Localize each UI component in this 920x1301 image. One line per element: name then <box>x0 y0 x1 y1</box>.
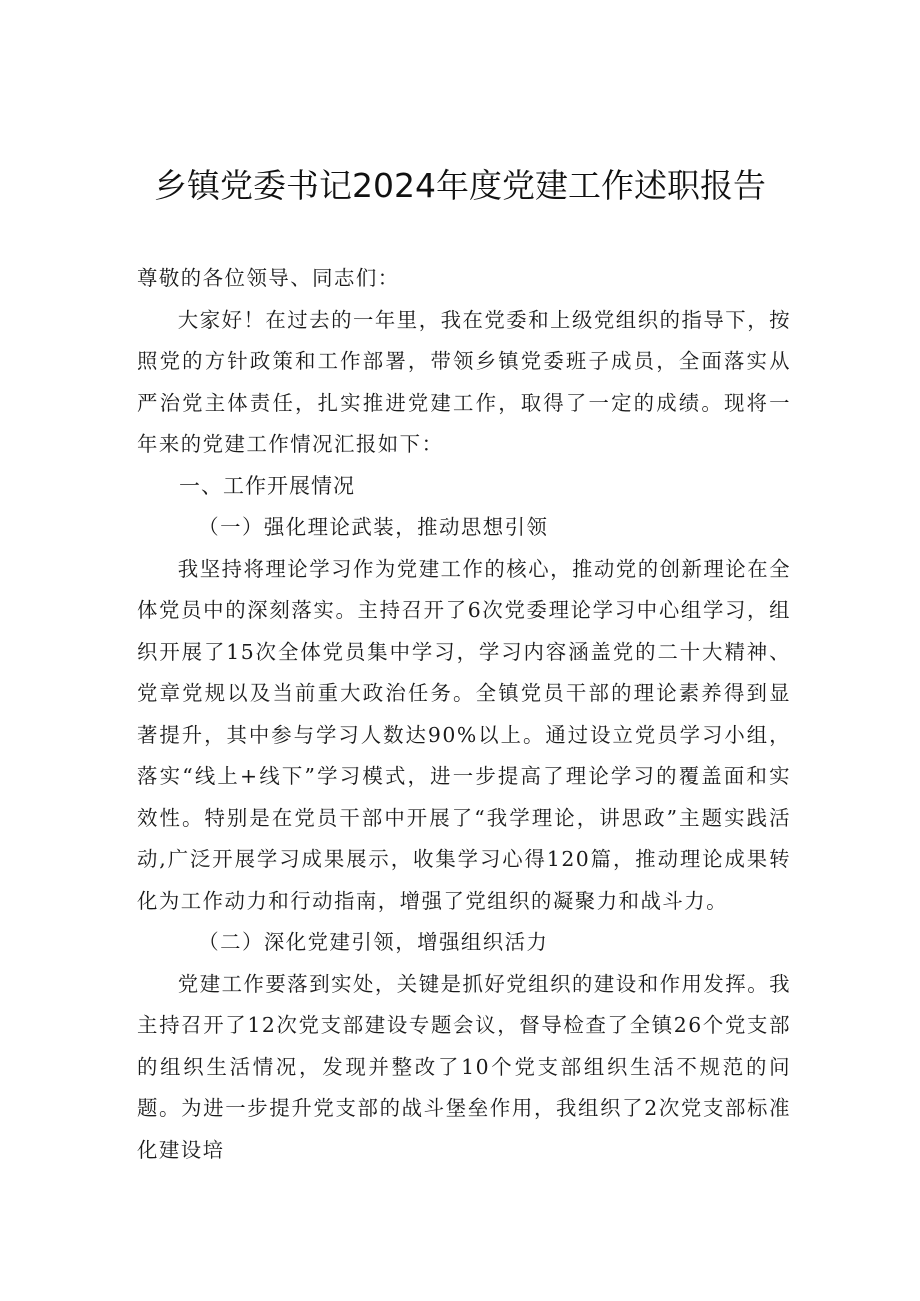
document-body <box>137 258 791 1171</box>
subsection-paragraph-2: 党建工作要落到实处，关键是抓好党组织的建设和作用发挥。我主持召开了12次党支部建设专题会议，督导检查了全镇26个党支部的组织生活情况，发现并整改了10个党支部组织生活不规范的问题。为进一步提升党支部的战斗堡垒作用，我组织了2次党支部标准化建设培 <box>137 971 791 1162</box>
document-title: 乡镇党委书记2024年度党建工作述职报告 <box>154 166 766 205</box>
salutation: 尊敬的各位领导、同志们： <box>137 266 400 290</box>
subsection-heading-2: （二）深化党建引领，增强组织活力 <box>198 930 549 954</box>
section-heading-1: 一、工作开展情况 <box>179 473 355 498</box>
subsection-heading-1: （一）强化理论武装，推动思想引领 <box>198 515 549 539</box>
subsection-paragraph-1: 我坚持将理论学习作为党建工作的核心，推动党的创新理论在全体党员中的深刻落实。主持召开了6次党委理论学习中心组学习，组织开展了15次全体党员集中学习，学习内容涵盖党的二十大精神、党章党规以及当前重大政治任务。全镇党员干部的理论素养得到显著提升，其中参与学习人数达90%以上。通过设立党员学习小组，落实“线上+线下”学习模式，进一步提高了理论学习的覆盖面和实效性。特别是在党员干部中开展了“我学理论，讲思政”主题实践活动,广泛开展学习成果展示，收集学习心得120篇，推动理论成果转化为工作动力和行动指南，增强了党组织的凝聚力和战斗力。 <box>137 556 791 913</box>
intro-paragraph: 大家好！在过去的一年里，我在党委和上级党组织的指导下，按照党的方针政策和工作部署，带领乡镇党委班子成员，全面落实从严治党主体责任，扎实推进党建工作，取得了一定的成绩。现将一年来的党建工作情况汇报如下： <box>137 307 791 456</box>
